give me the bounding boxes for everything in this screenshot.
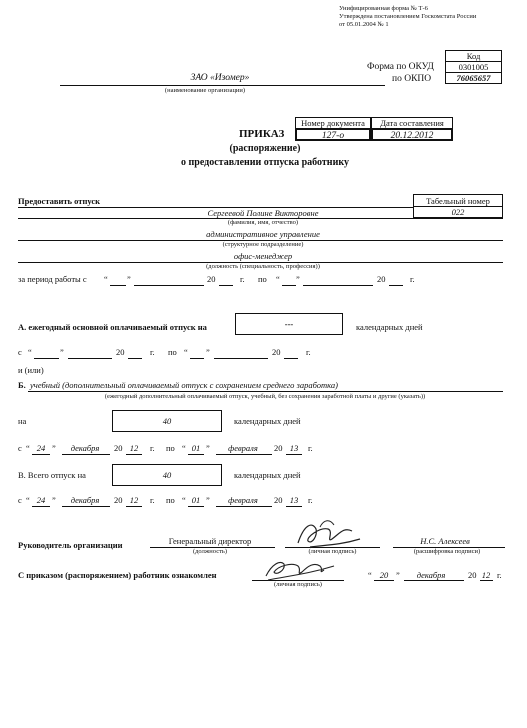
employee-position: офис-менеджер [233, 251, 293, 261]
v-month-from: декабря [70, 495, 100, 505]
ack-day: 20 [379, 570, 389, 580]
form-id-line: Унифицированная форма № Т-6 [339, 5, 428, 12]
organization-caption: (наименование организации) [164, 87, 246, 94]
employee-name: Сергеевой Полине Викторовне [207, 208, 319, 218]
ack-label: С приказом (распоряжением) работник ознакомлен [18, 570, 217, 580]
and-or-label: и (или) [18, 365, 44, 375]
b-day-from: 24 [36, 443, 46, 453]
ack-signature [262, 552, 342, 584]
tab-number-header: Табельный номер [413, 194, 503, 207]
doc-date-value: 20.12.2012 [371, 128, 453, 141]
section-b-label: Б. [18, 380, 26, 390]
section-a-days-label: календарных дней [356, 322, 423, 332]
work-period-label: за период работы с [18, 274, 87, 284]
okpo-label: по ОКПО [392, 74, 432, 84]
section-v-days-label: календарных дней [234, 470, 301, 480]
v-day-to: 01 [191, 495, 201, 505]
section-b-caption: (ежегодный дополнительный оплачиваемый отпуск, учебный, без сохранения заработной платы и другие (указать)) [104, 393, 426, 400]
v-month-to: февраля [228, 495, 258, 505]
organization-name: ЗАО «Изомер» [190, 73, 250, 83]
ack-signature-caption: (личная подпись) [274, 581, 322, 588]
approval-line: Утверждена постановлением Госкомстата России [339, 13, 477, 20]
head-name: Н.С. Алексеев [420, 536, 470, 546]
head-signature [290, 515, 370, 555]
b-year-from: 12 [129, 443, 139, 453]
head-position-caption: (должность) [192, 548, 228, 555]
kod-header: Код [445, 50, 502, 62]
section-v-days-box: 40 [112, 464, 222, 486]
v-year-to: 13 [289, 495, 299, 505]
v-day-from: 24 [36, 495, 46, 505]
ack-month: декабря [416, 570, 446, 580]
section-b-days-box: 40 [112, 410, 222, 432]
ack-year: 12 [481, 570, 491, 580]
order-subtitle: (распоряжение) [229, 143, 301, 154]
b-year-to: 13 [289, 443, 299, 453]
employee-department-caption: (структурное подразделение) [222, 241, 304, 248]
b-day-to: 01 [191, 443, 201, 453]
okud-label: Форма по ОКУД [367, 62, 434, 72]
section-a-label: А. ежегодный основной оплачиваемый отпуск на [18, 322, 207, 332]
doc-date-header: Дата составления [371, 117, 453, 129]
employee-name-caption: (фамилия, имя, отчество) [227, 219, 299, 226]
order-subtitle-2: о предоставлении отпуска работнику [181, 157, 349, 168]
doc-number-value: 127-о [295, 128, 371, 141]
employee-position-caption: (должность (специальность, профессия)) [206, 263, 320, 270]
approval-date-line: от 05.01.2004 № 1 [339, 21, 389, 28]
v-year-from: 12 [129, 495, 139, 505]
section-a-days-box: --- [235, 313, 343, 335]
okpo-value: 76065657 [445, 72, 502, 84]
b-month-to: февраля [228, 443, 258, 453]
head-label: Руководитель организации [18, 540, 123, 550]
grant-leave-label: Предоставить отпуск [18, 196, 101, 206]
tab-number-value: 022 [413, 206, 503, 218]
employee-department: административное управление [206, 229, 320, 239]
order-title: ПРИКАЗ [239, 128, 285, 140]
section-b-days-label: календарных дней [234, 416, 301, 426]
section-b-text: учебный (дополнительный оплачиваемый отпуск с сохранением среднего заработка) [30, 380, 339, 390]
b-month-from: декабря [70, 443, 100, 453]
doc-number-header: Номер документа [295, 117, 371, 129]
okud-value: 0301005 [445, 61, 502, 73]
head-name-caption: (расшифровка подписи) [413, 548, 481, 555]
head-signature-caption: (личная подпись) [308, 548, 357, 555]
section-v-label: В. Всего отпуск на [18, 470, 86, 480]
head-position: Генеральный директор [168, 536, 252, 546]
